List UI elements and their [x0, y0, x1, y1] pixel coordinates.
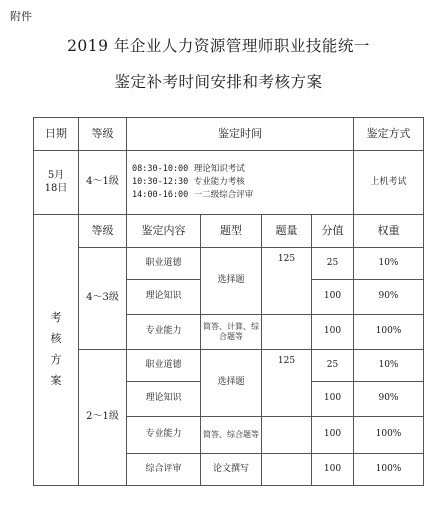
count-cell: 125 — [262, 248, 312, 315]
type-cell: 选择题 — [201, 248, 262, 315]
type-cell: 简答、综合题等 — [201, 417, 262, 454]
exam-date-day: 18日 — [44, 182, 68, 194]
weight-cell: 100% — [354, 315, 424, 350]
header-count: 题量 — [262, 215, 312, 248]
group-level: 2～1级 — [79, 350, 127, 486]
schedule-header-row — [34, 118, 424, 151]
content-cell: 职业道德 — [127, 248, 201, 280]
content-cell: 理论知识 — [127, 382, 201, 417]
count-cell — [262, 454, 312, 486]
score-cell: 100 — [312, 315, 354, 350]
content-cell: 专业能力 — [127, 315, 201, 350]
score-cell: 100 — [312, 280, 354, 315]
table-row — [34, 350, 424, 382]
exam-date-month: 5月 — [47, 170, 65, 181]
header-time: 鉴定时间 — [127, 118, 354, 151]
count-cell — [262, 417, 312, 454]
table-row — [34, 248, 424, 280]
weight-cell: 90% — [354, 280, 424, 315]
schedule-row — [34, 151, 424, 215]
type-cell: 选择题 — [201, 350, 262, 417]
content-cell: 理论知识 — [127, 280, 201, 315]
plan-section-label: 考 核 方 案 — [34, 215, 79, 486]
session-item: 14:00-16:00 一二级综合评审 — [132, 190, 254, 201]
header-method: 鉴定方式 — [354, 118, 424, 151]
exam-schedule-table — [33, 117, 424, 486]
exam-method: 上机考试 — [354, 151, 424, 215]
schedule-level: 4～1级 — [79, 151, 127, 215]
content-cell: 职业道德 — [127, 350, 201, 382]
weight-cell: 10% — [354, 350, 424, 382]
content-cell: 专业能力 — [127, 417, 201, 454]
header-content: 鉴定内容 — [127, 215, 201, 248]
count-cell: 125 — [262, 350, 312, 417]
score-cell: 100 — [312, 454, 354, 486]
content-cell: 综合评审 — [127, 454, 201, 486]
document-title-line-2: 鉴定补考时间安排和考核方案 — [114, 73, 323, 91]
plan-header-row — [34, 215, 424, 248]
document-title-line-1: 2019 年企业人力资源管理师职业技能统一 — [67, 37, 370, 55]
header-level: 等级 — [79, 118, 127, 151]
attachment-label: 附件 — [10, 10, 32, 23]
score-cell: 25 — [312, 248, 354, 280]
weight-cell: 100% — [354, 454, 424, 486]
header-weight: 权重 — [354, 215, 424, 248]
type-cell: 简答、计算、综合题等 — [201, 315, 262, 350]
exam-date — [34, 151, 79, 215]
score-cell: 100 — [312, 382, 354, 417]
count-cell — [262, 315, 312, 350]
weight-cell: 100% — [354, 417, 424, 454]
weight-cell: 90% — [354, 382, 424, 417]
session-list — [127, 151, 354, 215]
session-item: 10:30-12:30 专业能力考核 — [132, 176, 245, 187]
header-type: 题型 — [201, 215, 262, 248]
group-level: 4～3级 — [79, 248, 127, 350]
header-date: 日期 — [34, 118, 79, 151]
score-cell: 25 — [312, 350, 354, 382]
header-plan-level: 等级 — [79, 215, 127, 248]
type-cell: 论文撰写 — [201, 454, 262, 486]
session-item: 08:30-10:00 理论知识考试 — [132, 163, 245, 174]
header-score: 分值 — [312, 215, 354, 248]
weight-cell: 10% — [354, 248, 424, 280]
score-cell: 100 — [312, 417, 354, 454]
